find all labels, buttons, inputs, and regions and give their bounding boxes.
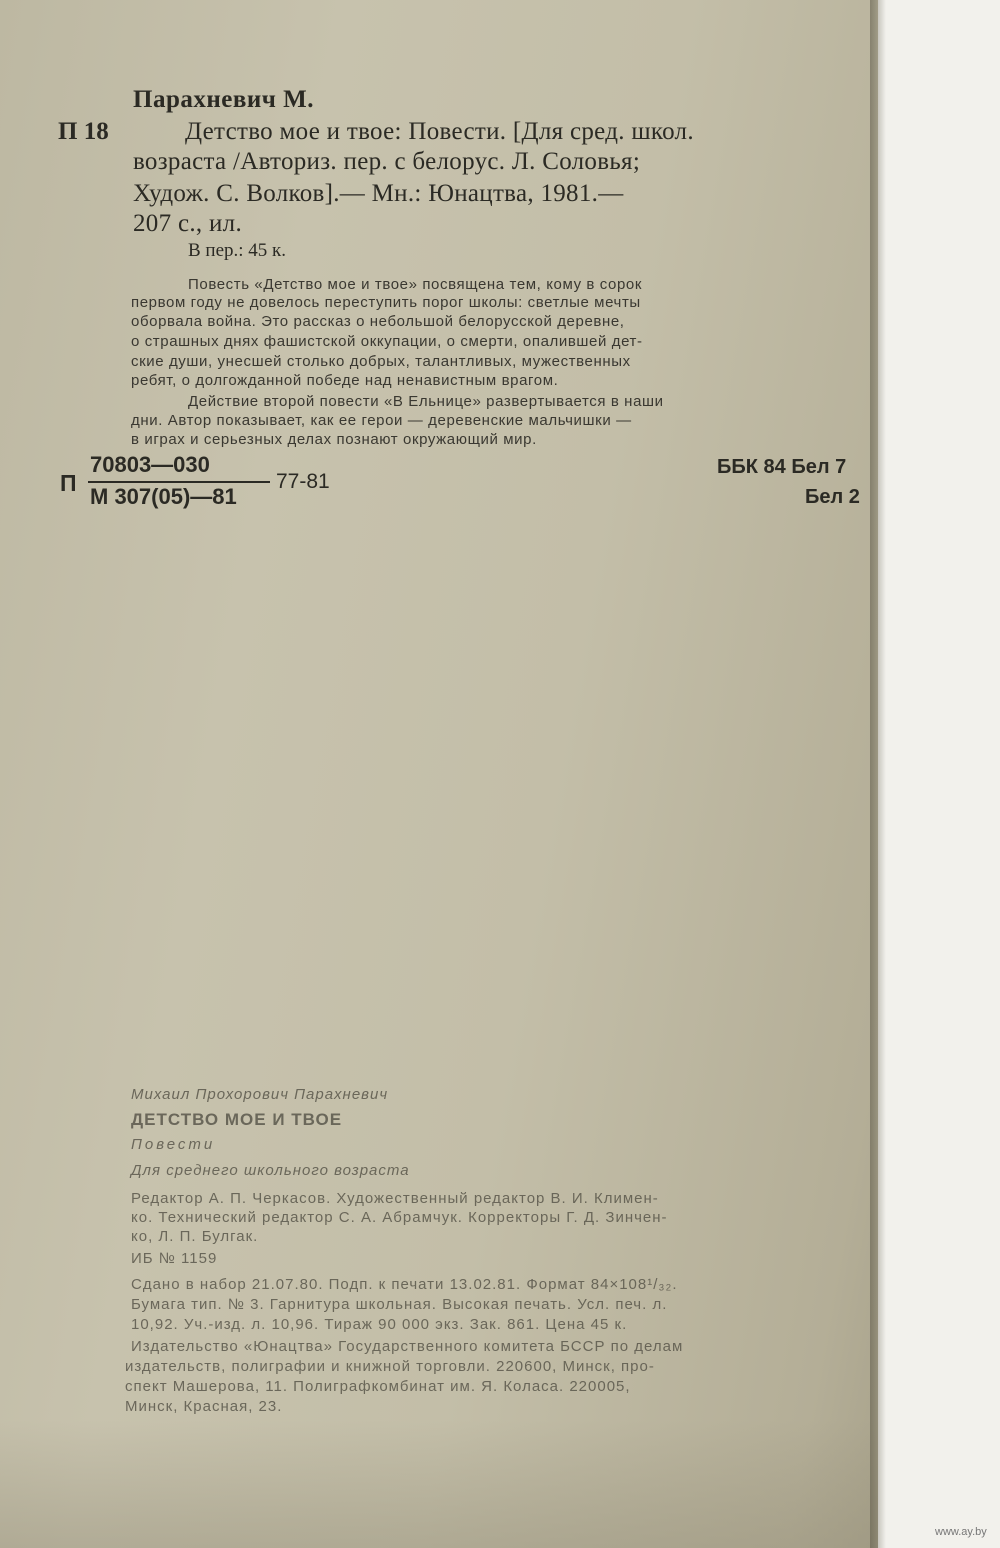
annotation-line-5: ские души, унесшей столько добрых, талантливых, мужественных [131, 353, 631, 370]
card-title-line-4: 207 с., ил. [133, 210, 243, 237]
imprint-audience: Для среднего школьного возраста [131, 1162, 410, 1179]
imprint-line-9: издательств, полиграфии и книжной торговли. 220600, Минск, про- [125, 1358, 655, 1375]
imprint-line-8: Издательство «Юнацтва» Государственного комитета БССР по делам [131, 1338, 684, 1355]
imprint-line-3: ко, Л. П. Булгак. [131, 1228, 259, 1245]
card-title-line-3: Худож. С. Волков].— Мн.: Юнацтва, 1981.— [133, 180, 624, 207]
annotation-line-2: первом году не довелось переступить порог школы: светлые мечты [131, 294, 641, 311]
imprint-line-4: ИБ № 1159 [131, 1250, 218, 1267]
imprint-line-1: Редактор А. П. Черкасов. Художественный редактор В. И. Климен- [131, 1190, 659, 1207]
imprint-author: Михаил Прохорович Парахневич [131, 1086, 389, 1103]
index-denominator: М 307(05)—81 [90, 484, 237, 509]
page-stain [0, 1420, 878, 1548]
annotation-line-4: о страшных днях фашистской оккупации, о смерти, опалившей дет- [131, 333, 643, 350]
page-edge-shadow [870, 0, 886, 1548]
card-author: Парахневич М. [133, 86, 314, 113]
index-fraction-bar [88, 481, 270, 483]
index-suffix: 77-81 [276, 470, 330, 493]
watermark: www.ay.by [935, 1526, 987, 1538]
index-numerator: 70803—030 [90, 452, 210, 477]
imprint-line-7: 10,92. Уч.-изд. л. 10,96. Тираж 90 000 экз. Зак. 861. Цена 45 к. [131, 1316, 628, 1333]
card-title-line-1: Детство мое и твое: Повести. [Для сред. школ. [185, 118, 694, 145]
annotation-line-1: Повесть «Детство мое и твое» посвящена тем, кому в сорок [188, 276, 643, 293]
bbk-code-1: ББК 84 Бел 7 [717, 456, 847, 478]
annotation-line-6: ребят, о долгожданной победе над ненавистным врагом. [131, 372, 559, 389]
imprint-line-2: ко. Технический редактор С. А. Абрамчук. Корректоры Г. Д. Зинчен- [131, 1209, 668, 1226]
card-price: В пер.: 45 к. [188, 240, 287, 261]
index-prefix: П [60, 470, 77, 496]
annotation-line-9: в играх и серьезных делах познают окружающий мир. [131, 431, 537, 448]
bbk-code-2: Бел 2 [805, 486, 860, 508]
imprint-line-10: спект Машерова, 11. Полиграфкомбинат им. Я. Коласа. 220005, [125, 1378, 631, 1395]
card-code: П 18 [58, 118, 109, 145]
card-title-line-2: возраста /Авториз. пер. с белорус. Л. Соловья; [133, 148, 641, 175]
imprint-line-5: Сдано в набор 21.07.80. Подп. к печати 13.02.81. Формат 84×108¹/₃₂. [131, 1276, 678, 1293]
annotation-line-3: оборвала война. Это рассказ о небольшой белорусской деревне, [131, 313, 625, 330]
annotation-line-7: Действие второй повести «В Ельнице» развертывается в наши [188, 393, 664, 410]
annotation-line-8: дни. Автор показывает, как ее герои — деревенские мальчишки — [131, 412, 632, 429]
imprint-line-6: Бумага тип. № 3. Гарнитура школьная. Высокая печать. Усл. печ. л. [131, 1296, 668, 1313]
imprint-genre: Повести [131, 1136, 216, 1153]
imprint-title: ДЕТСТВО МОЕ И ТВОЕ [131, 1110, 343, 1129]
imprint-line-11: Минск, Красная, 23. [125, 1398, 283, 1415]
